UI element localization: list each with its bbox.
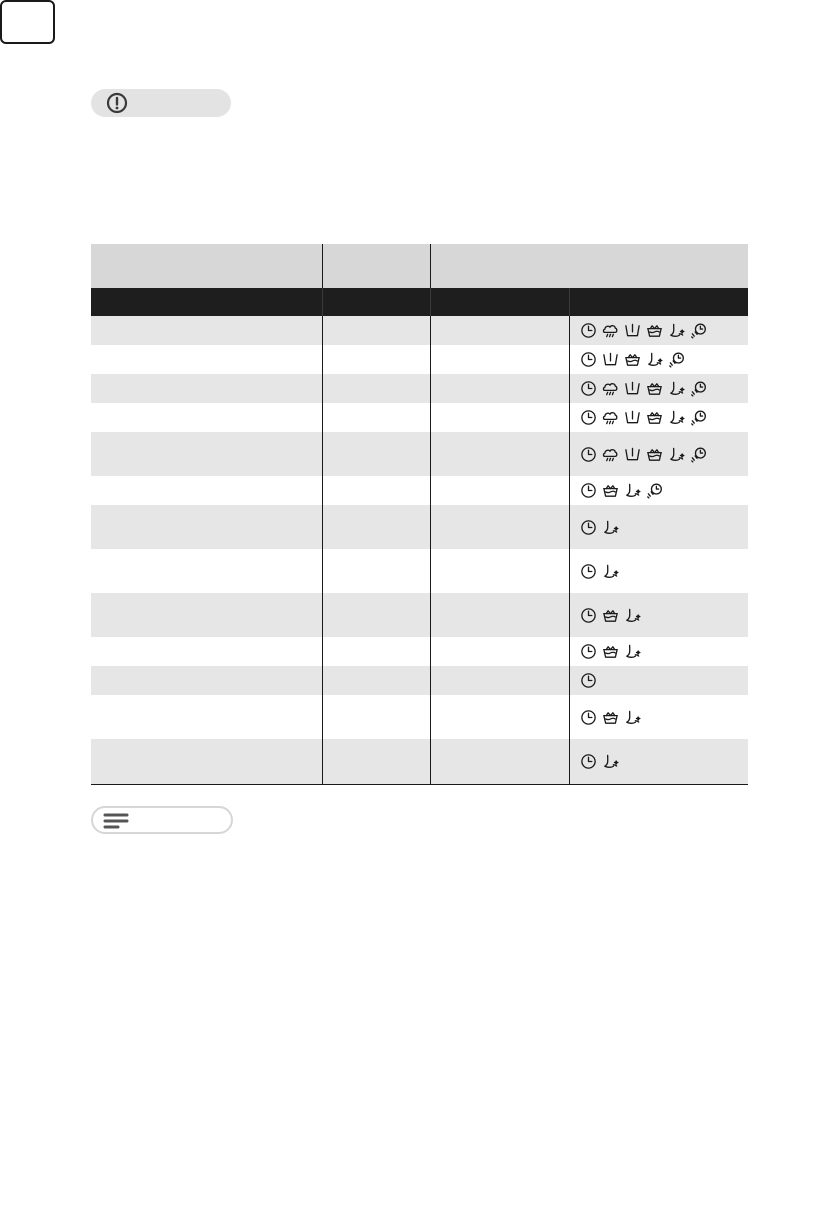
table-cell <box>91 345 322 374</box>
rinse-icon <box>602 519 619 536</box>
crown-tub-icon <box>602 643 619 660</box>
options-cell <box>569 637 748 666</box>
table-row <box>91 432 748 476</box>
rinse-icon <box>646 351 663 368</box>
clock-icon <box>580 563 597 580</box>
band-cell <box>430 288 569 316</box>
clock-icon <box>580 380 597 397</box>
table-row <box>91 695 748 739</box>
rinse-icon <box>668 380 685 397</box>
exclamation-circle-icon <box>105 91 129 115</box>
options-cell <box>569 739 748 785</box>
spin-dry-icon <box>646 482 663 499</box>
table-cell <box>430 432 569 476</box>
header-cell-load <box>322 244 430 288</box>
table-cell <box>430 666 569 695</box>
table-cell <box>91 695 322 739</box>
table-row <box>91 345 748 374</box>
spin-dry-icon <box>690 380 707 397</box>
table-cell <box>430 695 569 739</box>
crown-tub-icon <box>646 380 663 397</box>
main-wash-tub-icon <box>602 351 619 368</box>
rinse-icon <box>624 709 641 726</box>
table-cell <box>91 739 322 785</box>
table-cell <box>430 345 569 374</box>
table-row <box>91 403 748 432</box>
table-cell <box>322 432 430 476</box>
spin-dry-icon <box>690 322 707 339</box>
table-cell <box>430 316 569 345</box>
table-cell <box>322 739 430 785</box>
band-cell <box>322 288 430 316</box>
table-cell <box>322 593 430 637</box>
table-cell <box>322 695 430 739</box>
table-cell <box>322 476 430 505</box>
table-cell <box>430 593 569 637</box>
main-wash-tub-icon <box>624 409 641 426</box>
band-cell <box>91 288 322 316</box>
prewash-icon <box>602 446 619 463</box>
table-cell <box>91 432 322 476</box>
options-cell <box>569 374 748 403</box>
crown-tub-icon <box>602 607 619 624</box>
main-wash-tub-icon <box>624 446 641 463</box>
table-cell <box>91 403 322 432</box>
table-cell <box>430 476 569 505</box>
table-cell <box>91 549 322 593</box>
crown-tub-icon <box>646 446 663 463</box>
rinse-icon <box>668 322 685 339</box>
table-row <box>91 549 748 593</box>
rinse-icon <box>668 409 685 426</box>
table-cell <box>322 403 430 432</box>
note-badge <box>91 806 233 834</box>
table-cell <box>91 593 322 637</box>
program-table <box>91 244 748 785</box>
text-lines-icon <box>103 812 129 830</box>
table-cell <box>322 505 430 549</box>
spin-dry-icon <box>668 351 685 368</box>
table-cell <box>430 374 569 403</box>
options-cell <box>569 345 748 374</box>
prewash-icon <box>602 322 619 339</box>
rinse-icon <box>602 563 619 580</box>
main-wash-tub-icon <box>624 380 641 397</box>
table-cell <box>430 403 569 432</box>
table-cell <box>430 549 569 593</box>
clock-icon <box>580 709 597 726</box>
crown-tub-icon <box>602 482 619 499</box>
options-cell <box>569 432 748 476</box>
table-header-row <box>91 244 748 288</box>
rinse-icon <box>668 446 685 463</box>
prewash-icon <box>602 409 619 426</box>
table-row <box>91 476 748 505</box>
table-cell <box>91 637 322 666</box>
header-cell-program <box>91 244 322 288</box>
band-cell <box>569 288 748 316</box>
rinse-icon <box>624 607 641 624</box>
clock-icon <box>580 643 597 660</box>
table-subheader-band <box>91 288 748 316</box>
crown-tub-icon <box>646 322 663 339</box>
options-cell <box>569 593 748 637</box>
table-cell <box>91 476 322 505</box>
table-row <box>91 374 748 403</box>
page-number-box <box>0 0 55 44</box>
clock-icon <box>580 351 597 368</box>
table-cell <box>430 739 569 785</box>
clock-icon <box>580 519 597 536</box>
table-cell <box>322 316 430 345</box>
table-row <box>91 593 748 637</box>
prewash-icon <box>602 380 619 397</box>
rinse-icon <box>624 643 641 660</box>
table-cell <box>322 666 430 695</box>
table-cell <box>91 316 322 345</box>
clock-icon <box>580 482 597 499</box>
clock-icon <box>580 446 597 463</box>
clock-icon <box>580 753 597 770</box>
options-cell <box>569 549 748 593</box>
spin-dry-icon <box>690 446 707 463</box>
table-row <box>91 316 748 345</box>
rinse-icon <box>624 482 641 499</box>
options-cell <box>569 403 748 432</box>
clock-icon <box>580 409 597 426</box>
options-cell <box>569 476 748 505</box>
clock-icon <box>580 607 597 624</box>
table-row <box>91 739 748 785</box>
crown-tub-icon <box>646 409 663 426</box>
table-row <box>91 666 748 695</box>
table-cell <box>322 549 430 593</box>
clock-icon <box>580 322 597 339</box>
header-cell-options <box>430 244 748 288</box>
table-cell <box>91 505 322 549</box>
table-cell <box>322 345 430 374</box>
table-cell <box>322 637 430 666</box>
spin-dry-icon <box>690 409 707 426</box>
table-cell <box>91 374 322 403</box>
options-cell <box>569 695 748 739</box>
crown-tub-icon <box>602 709 619 726</box>
main-wash-tub-icon <box>624 322 641 339</box>
options-cell <box>569 666 748 695</box>
warning-badge <box>91 89 231 117</box>
table-row <box>91 505 748 549</box>
table-cell <box>322 374 430 403</box>
table-cell <box>430 505 569 549</box>
clock-icon <box>580 672 597 689</box>
options-cell <box>569 505 748 549</box>
table-row <box>91 637 748 666</box>
options-cell <box>569 316 748 345</box>
table-cell <box>430 637 569 666</box>
table-cell <box>91 666 322 695</box>
rinse-icon <box>602 753 619 770</box>
crown-tub-icon <box>624 351 641 368</box>
